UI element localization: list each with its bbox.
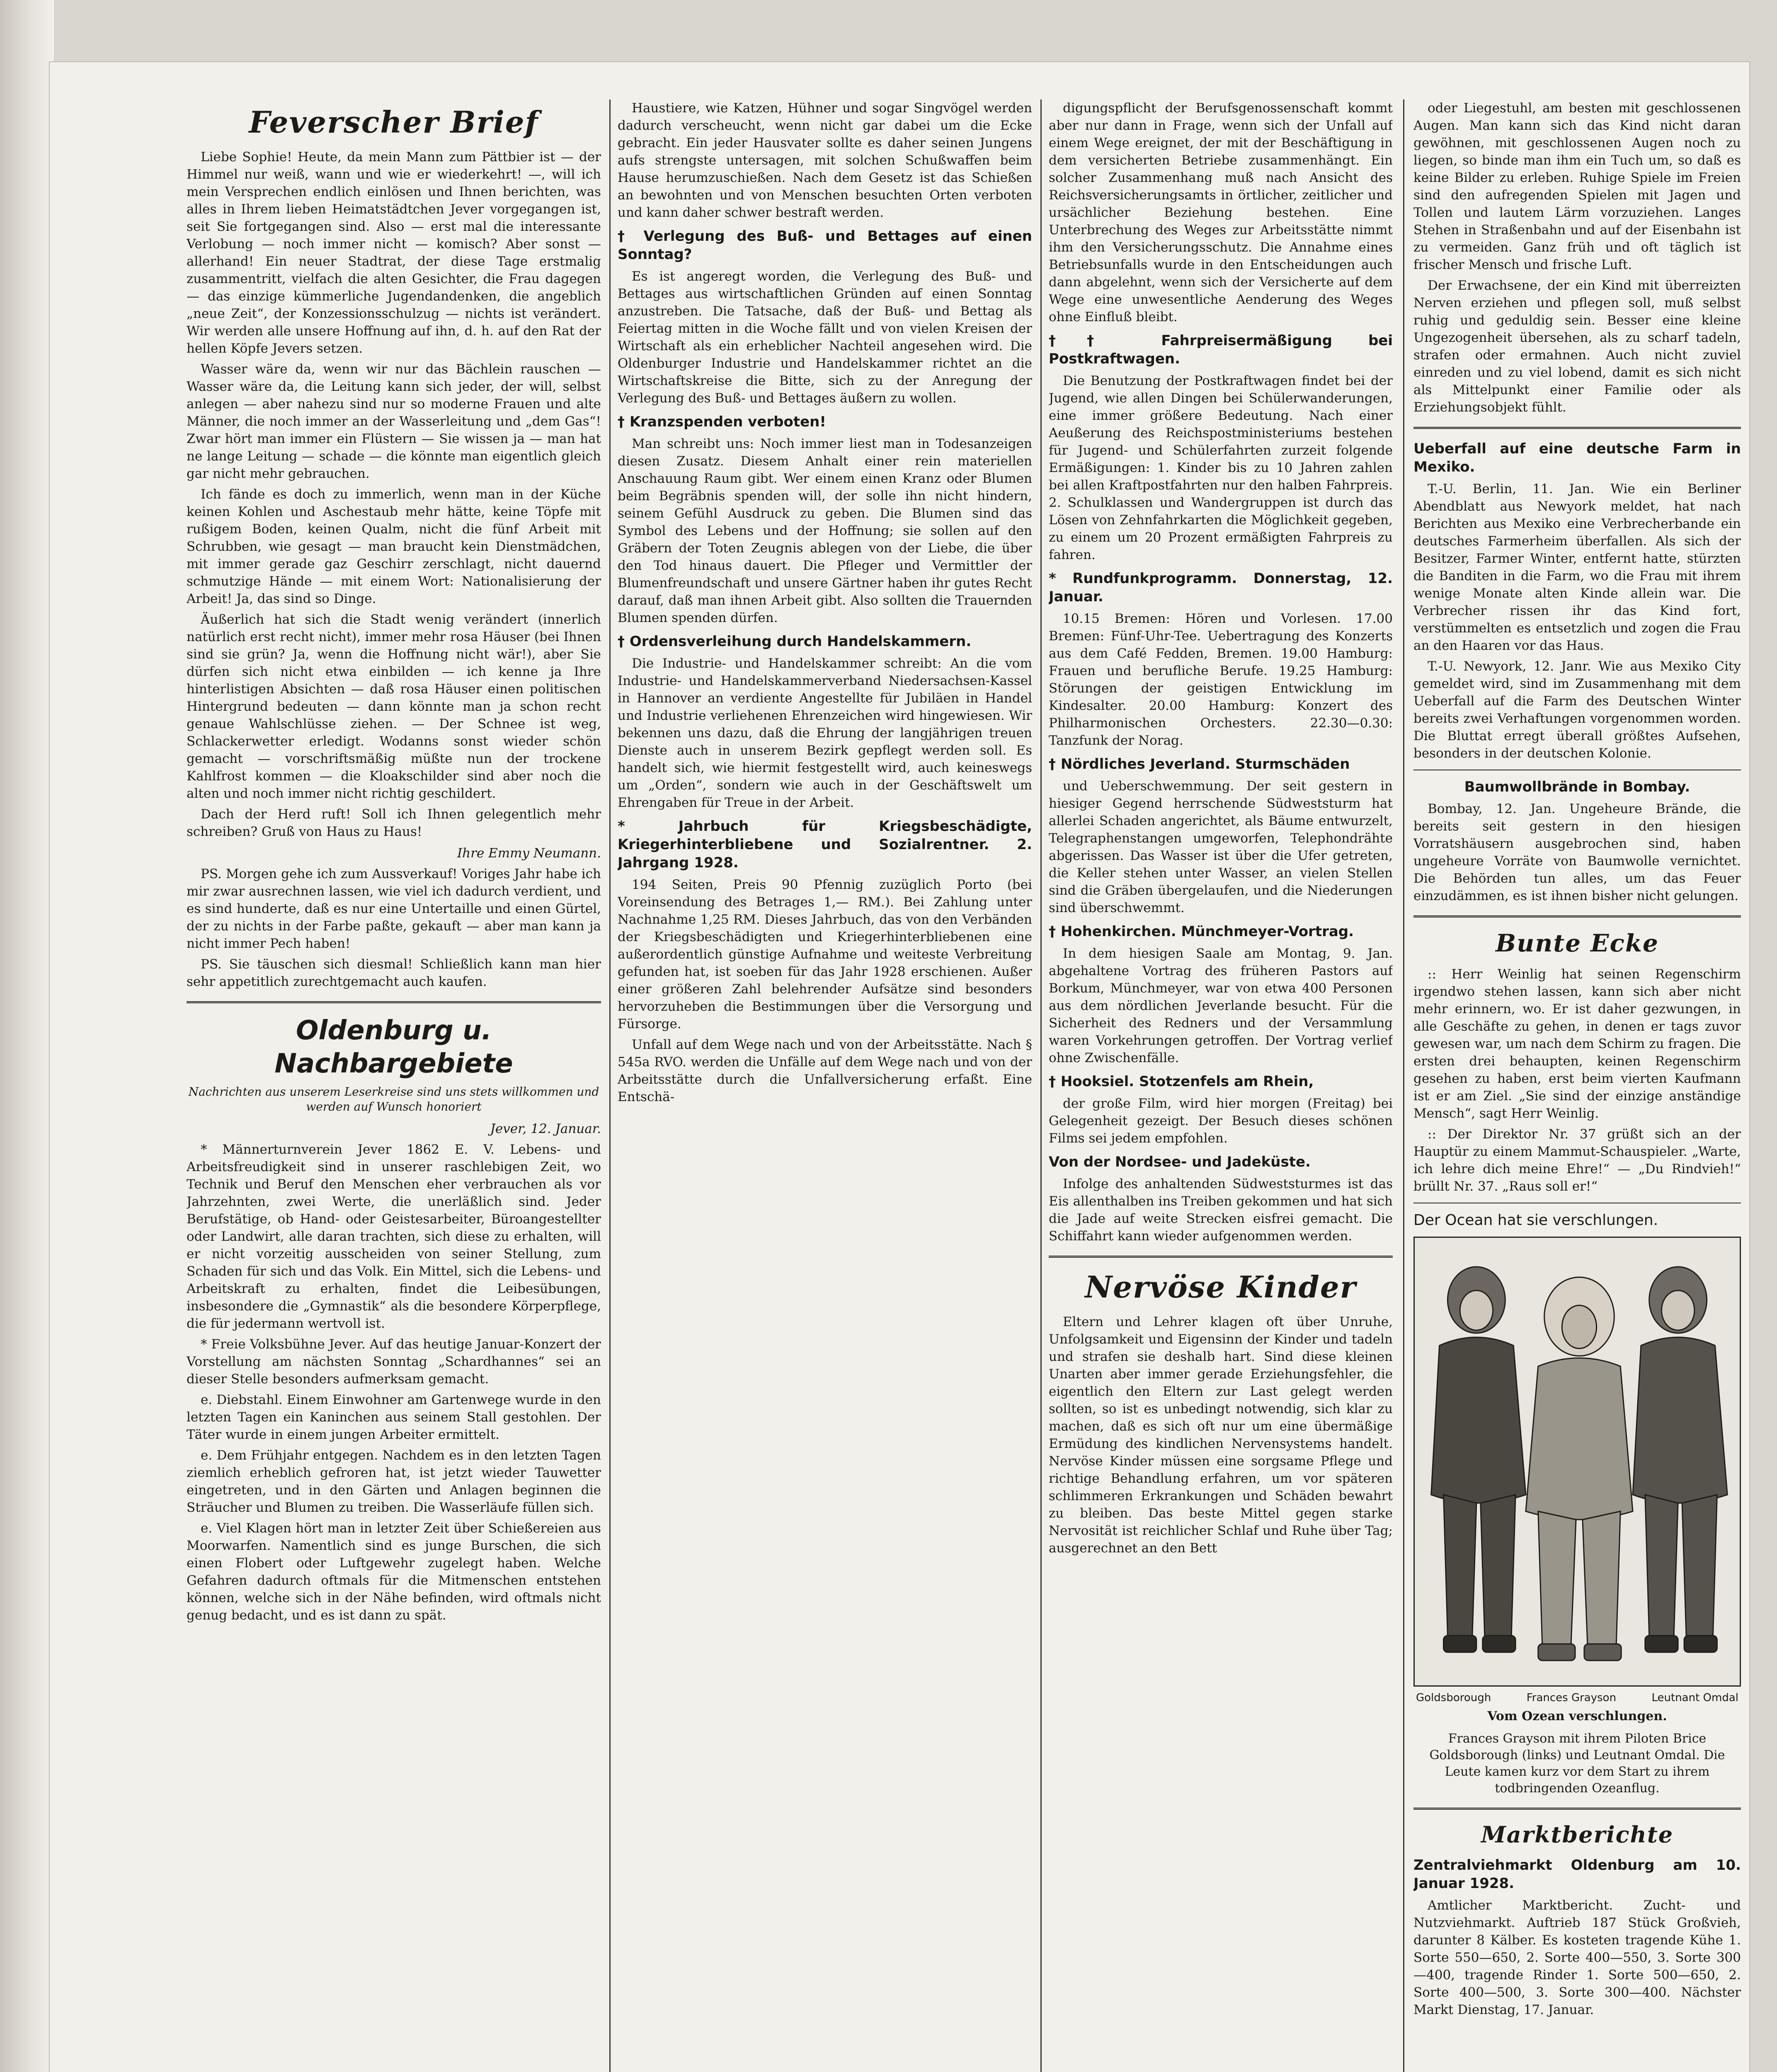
section-divider	[187, 1001, 601, 1003]
paragraph: Amtlicher Marktbericht. Zucht- und Nutzviehmarkt. Auftrieb 187 Stück Großvieh, darunter 8 Kälber. Es kosteten tragende Kühe 1. Sorte 550—650, 2. Sorte 400—550, 3. Sorte 300—400, tragende Rinder 1. Sorte 500—650, 2. Sorte 400—500, 3. Sorte 300—400. Nächster Markt Dienstag, 17. Januar.	[1413, 1898, 1741, 2017]
newspaper-page	[50, 62, 1749, 2072]
section-divider	[1413, 1808, 1741, 1810]
article-heading: † Hooksiel. Stotzenfels am Rhein,	[1049, 1073, 1314, 1090]
article-heading: † Nördliches Jeverland. Sturmschäden	[1049, 756, 1350, 772]
paragraph: Ich fände es doch zu immerlich, wenn man in der Küche keinen Kohlen und Aschestaub mehr hätte, keine Töpfe mit rußigem Boden, keinen Qualm, nicht die fünf Arbeit mit Schrubben, wie gesagt — man braucht kein Dienstmädchen, mit immer gerade gaz Geschirr zerschlagt, nicht dauernd schmutzige Hände — mit einem Wort: Nationalisierung der Arbeit! Ja, das sind so Dinge.	[187, 487, 601, 606]
photo-caption-title: Vom Ozean verschlungen.	[1487, 1709, 1667, 1723]
paragraph: Dach der Herd ruft! Soll ich Ihnen gelegentlich mehr schreiben? Gruß von Haus zu Haus!	[187, 807, 601, 839]
paragraph: :: Herr Weinlig hat seinen Regenschirm irgendwo stehen lassen, kann sich aber nicht mehr erinnern, wo. Er ist daher gezwungen, in alle Geschäfte zu gehen, in denen er tags zuvor gewesen war, um nach dem Schirm zu fragen. Die ersten drei behaupten, keinen Regenschirm gesehen zu haben, erst beim vierten Kaufmann ist er am Ziel. „Sie sind der einzige anständige Mensch“, sagt Herr Weinlig.	[1413, 967, 1741, 1121]
paragraph: * Männerturnverein Jever 1862 E. V. Lebens- und Arbeitsfreudigkeit sind in unserer raschlebigen Zeit, wo Technik und Beruf den Menschen eher verbrauchen als vor Jahrzehnten, zwei Werte, die unerläßlich sind. Jeder Berufstätige, ob Hand- oder Geistesarbeiter, Büroangestellter oder Landwirt, alle daran trachten, sich diese zu erhalten, will er nicht vorzeitig ausscheiden von seiner Stellung, zum Schaden für sich und das Volk. Ein Mittel, sich die Lebens- und Arbeitskraft zu erhalten, findet die Leibesübungen, insbesondere die „Gymnastik“ als die besondere Körperpflege, die für jedermann wertvoll ist.	[187, 1142, 601, 1331]
column-3	[1049, 99, 1393, 2072]
paragraph: Die Benutzung der Postkraftwagen findet bei der Jugend, wie allen Dingen bei Schülerwanderungen, eine immer größere Bedeutung. Nach einer Aeußerung des Reichspostministeriums bestehen für Jugend- und Schülerfahrten zurzeit folgende Ermäßigungen: 1. Kinder bis zu 10 Jahren zahlen bei allen Kraftpostfahrten nur den halben Fahrpreis. 2. Schulklassen und Wandergruppen ist durch das Lösen von Zehnfahrkarten die Möglichkeit gegeben, zu einem um 20 Prozent ermäßigten Fahrpreis zu fahren.	[1049, 373, 1393, 562]
paragraph: e. Dem Frühjahr entgegen. Nachdem es in den letzten Tagen ziemlich erheblich gefroren hat, ist jetzt wieder Tauwetter eingetreten, und in den Gärten und Anlagen beginnen die Sträucher und Blumen zu treiben. Die Wasserläufe füllen sich.	[187, 1448, 601, 1515]
paragraph: 10.15 Bremen: Hören und Vorlesen. 17.00 Bremen: Fünf-Uhr-Tee. Uebertragung des Konzerts aus dem Café Fedden, Bremen. 19.00 Hamburg: Frauen und berufliche Berufe. 19.25 Hamburg: Störungen der geistigen Entwicklung im Kindesalter. 20.00 Hamburg: Konzert des Philharmonischen Orchesters. 22.30—0.30: Tanzfunk der Norag.	[1049, 611, 1393, 748]
paragraph: T.-U. Newyork, 12. Janr. Wie aus Mexiko City gemeldet wird, sind im Zusammenhang mit dem Ueberfall auf die Farm des Deutschen Winter bereits zwei Verhaftungen vorgenommen worden. Die Bluttat erregt überall größtes Aufsehen, besonders in der deutschen Kolonie.	[1413, 659, 1741, 761]
section-title-bunte-ecke: Bunte Ecke	[1496, 929, 1659, 957]
article-heading: † Verlegung des Buß- und Bettages auf einen Sonntag?	[618, 228, 1032, 263]
photo-title: Der Ocean hat sie verschlungen.	[1413, 1212, 1658, 1229]
photo-name-label: Goldsborough	[1416, 1692, 1491, 1704]
photo-aviators	[1413, 1237, 1741, 1687]
photo-name-label: Frances Grayson	[1526, 1692, 1617, 1704]
article-heading: † Hohenkirchen. Münchmeyer-Vortrag.	[1049, 923, 1354, 940]
column-1	[187, 99, 601, 2072]
paragraph: :: Der Direktor Nr. 37 grüßt sich an der Hauptür zu einem Mammut-Schauspieler. „Warte, ich lehre dich meine Ehre!“ — „Du Rindvieh!“ brüllt Nr. 37. „Raus soll er!“	[1413, 1127, 1741, 1194]
article-heading: †† Fahrpreisermäßigung bei Postkraftwagen.	[1049, 332, 1393, 367]
article-heading: † Kranzspenden verboten!	[618, 414, 826, 430]
aviators-illustration	[1415, 1238, 1740, 1685]
paragraph: Liebe Sophie! Heute, da mein Mann zum Pättbier ist — der Himmel nur weiß, wann und wie er wiederkehrt! —, will ich mein Versprechen endlich einlösen und Ihnen berichten, was alles in Ihrem lieben Heimatstädtchen Jever vorgegangen ist, seit Sie fortgegangen sind. Also — erst mal die interessante Verlobung — noch immer nicht — komisch? Aber sonst — allerhand! Ein neuer Stadtrat, der diese Tage erstmalig zusammentritt, vielfach die alten Gesichter, die Frau dagegen — das einzige kümmerliche Jugendandenken, die angeblich „neue Zeit“, der Konzessionsschulzug — nichts ist verändert. Wir werden alle unsere Hoffnung auf ihn, d. h. auf den Rat der hellen Köpfe Jevers setzen.	[187, 150, 601, 356]
paragraph: T.-U. Berlin, 11. Jan. Wie ein Berliner Abendblatt aus Newyork meldet, hat nach Berichten aus Mexiko eine Verbrecherbande ein deutsches Farmerheim überfallen. Als sich der Besitzer, Farmer Winter, entfernt hatte, stürzten die Banditen in die Farm, wo die Frau mit ihrem wenige Monate alten Kinde allein war. Die Verbrecher rissen ihr das Kind fort, verstümmelten es entsetzlich und zogen die Frau an den Haaren vor das Haus.	[1413, 482, 1741, 653]
article-heading: † Ordensverleihung durch Handelskammern.	[618, 633, 972, 650]
paragraph: e. Viel Klagen hört man in letzter Zeit über Schießereien aus Moorwarfen. Namentlich sind es junge Burschen, die sich einen Flobert oder Luftgewehr zugelegt haben. Welche Gefahren dadurch oftmals für die Mitmenschen entstehen können, welche sich in der Nähe befinden, wird oftmals nicht genug bedacht, und es ist dann zu spät.	[187, 1521, 601, 1623]
section-title-oldenburg: Oldenburg u. Nachbargebiete	[274, 1015, 513, 1079]
paragraph: Der Erwachsene, der ein Kind mit überreizten Nerven erziehen und pflegen soll, muß selbst ruhig und geduldig sein. Besser eine kleine Ungezogenheit übersehen, als zu scharf tadeln, strafen oder ermahnen. Auch nicht zuviel einreden und zu viel lobend, damit es sich nicht als Mittelpunkt einer Familie oder als Erziehungsobjekt fühlt.	[1413, 278, 1741, 415]
paragraph: Äußerlich hat sich die Stadt wenig verändert (innerlich natürlich erst recht nicht), immer mehr rosa Häuser (bei Ihnen sind sie grün? Ja, wenn die Hoffnung nicht wär!), aber Sie dürfen sich nicht etwa einbilden — ich kenne ja Ihre hinterlistigen Absichten — daß rosa Häuser einen politischen Hintergrund bedeuten — dann könnte man ja schon recht genaue Wahlschlüsse ziehen. — Der Schnee ist weg, Schlackerwetter erledigt. Wodanns sonst wieder schön gemacht — vorschriftsmäßig müßte nun der trockene Kahlfrost kommen — die Kloakschilder sind aber noch die alten und noch immer nicht richtig geschildert.	[187, 612, 601, 801]
section-divider	[1413, 427, 1741, 429]
signature: Ihre Emmy Neumann.	[457, 846, 601, 861]
paragraph: e. Diebstahl. Einem Einwohner am Gartenwege wurde in den letzten Tagen ein Kaninchen aus seinem Stall gestohlen. Der Täter wurde in einem jungen Arbeiter ermittelt.	[187, 1392, 601, 1442]
column-rule	[1403, 99, 1404, 2072]
postscript: PS. Sie täuschen sich diesmal! Schließlich kann man hier sehr appetitlich zurechtgemacht auch kaufen.	[187, 957, 601, 989]
paragraph: Haustiere, wie Katzen, Hühner und sogar Singvögel werden dadurch verscheucht, wenn nicht gar dabei um die Ecke gebracht. Ein jeder Hausvater sollte es daher seinen Jungens aufs strengste untersagen, mit solchen Schußwaffen beim Hause herumzuschießen. Nach dem Gesetz ist das Schießen an bewohnten und von Menschen besuchten Orten verboten und kann daher schwer bestraft werden.	[618, 101, 1032, 220]
photo-name-labels	[1416, 1691, 1738, 1705]
article-heading: Ueberfall auf eine deutsche Farm in Mexiko.	[1413, 441, 1741, 475]
article-heading: Von der Nordsee- und Jadeküste.	[1049, 1154, 1311, 1170]
paragraph: Unfall auf dem Wege nach und von der Arbeitsstätte. Nach § 545a RVO. werden die Unfälle auf dem Wege nach und von der Arbeitsstätte durch die Unfallversicherung erfaßt. Eine Entschä-	[618, 1037, 1032, 1104]
column-2	[618, 99, 1032, 2072]
paragraph: digungspflicht der Berufsgenossenschaft kommt aber nur dann in Frage, wenn sich der Unfall auf einem Wege ereignet, der mit der Beschäftigung in dem versicherten Betriebe zusammenhängt. Ein solcher Zusammenhang muß nach Ansicht des Reichsversicherungsamts in örtlicher, zeitlicher und ursächlicher Beziehung bestehen. Eine Unterbrechung des Weges zur Arbeitsstätte nimmt ihm den Versicherungsschutz. Die Annahme eines Betriebsunfalls wurde in den Entscheidungen auch dann abgelehnt, wenn sich der Versicherte auf dem Wege eine unwesentliche Aenderung des Weges ohne Einfluß bleibt.	[1049, 101, 1393, 324]
article-title-feverscher-brief: Feverscher Brief	[249, 104, 539, 140]
column-rule	[609, 99, 611, 2072]
article-title-nervoese-kinder: Nervöse Kinder	[1085, 1269, 1357, 1305]
page-binding-edge	[0, 0, 54, 2072]
section-note: Nachrichten aus unserem Leserkreise sind uns stets willkommen und werden auf Wunsch honoriert	[188, 1085, 599, 1113]
dateline: Jever, 12. Januar.	[490, 1121, 601, 1136]
paragraph: und Ueberschwemmung. Der seit gestern in hiesiger Gegend herrschende Südweststurm hat allerlei Schaden angerichtet, als Bäume entwurzelt, Telegraphenstangen umgeworfen, Telephondrähte abgerissen. Das Wasser ist über die Ufer getreten, die Keller stehen unter Wasser, an vielen Stellen sind die Gräben übergelaufen, und die Niederungen sind überschwemmt.	[1049, 779, 1393, 915]
paragraph: Die Industrie- und Handelskammer schreibt: An die vom Industrie- und Handelskammerverband Niedersachsen-Kassel in Hannover an verdiente Angestellte für Jubiläen in Handel und Industrie verliehenen Ehrenzeichen wird hingewiesen. Wir bekennen uns dazu, daß die Ehrung der langjährigen treuen Dienste auch in unserem Bezirk gepflegt werden soll. Es handelt sich, wie hiermit festgestellt wird, auch keineswegs um „Orden“, sondern wie auch in der Geschäftswelt um Ehrengaben für Treue in der Arbeit.	[618, 656, 1032, 810]
paragraph: Bombay, 12. Jan. Ungeheure Brände, die bereits seit gestern in den hiesigen Vorratshäusern ausgebrochen sind, haben ungeheure Vorräte von Baumwolle vernichtet. Die Behörden tun alles, um das Feuer einzudämmen, es ist ihnen bisher nicht gelungen.	[1413, 801, 1741, 903]
section-title-marktberichte: Marktberichte	[1481, 1821, 1674, 1848]
paragraph: 194 Seiten, Preis 90 Pfennig zuzüglich Porto (bei Voreinsendung des Betrages 1,— RM.). Bei Zahlung unter Nachnahme 1,25 RM. Dieses Jahrbuch, das von den Verbänden der Kriegsbeschädigten und Kriegerhinterbliebenen eine außerordentlich günstige Aufnahme und weiteste Verbreitung gefunden hat, ist soeben für das Jahr 1928 erschienen. Außer einer größeren Zahl belehrender Aufsätze sind besonders hervorzuheben die Bestimmungen über die Versorgung und Fürsorge.	[618, 877, 1032, 1031]
paragraph: Man schreibt uns: Noch immer liest man in Todesanzeigen diesen Zusatz. Diesem Anhalt einer rein materiellen Anschauung Raum gibt. Wer einem einen Kranz oder Blumen beim Begräbnis spenden will, der solle ihn nicht hindern, seinem Gefühl Ausdruck zu geben. Die Blumen sind das Symbol des Lebens und der Hoffnung; sie sollen auf den Gräbern der Toten Zeugnis ablegen von der Liebe, die über den Tod hinaus dauert. Die Pfleger und Vermittler der Blumenfreundschaft und unsere Gärtner haben ihr gutes Recht darauf, daß man ihnen Arbeit gibt. Also sollten die Trauernden Blumen spenden dürfen.	[618, 436, 1032, 625]
photo-caption: Frances Grayson mit ihrem Piloten Brice Goldsborough (links) und Leutnant Omdal. Die Leute kamen kurz vor dem Start zu ihrem todbringenden Ozeanflug.	[1429, 1731, 1725, 1796]
paragraph: Eltern und Lehrer klagen oft über Unruhe, Unfolgsamkeit und Eigensinn der Kinder und tadeln und strafen sie deshalb hart. Sind diese kleinen Unarten aber immer gerade Erziehungsfehler, die eigentlich den Eltern zur Last gelegt werden sollten, so ist es unbedingt notwendig, sich klar zu machen, daß es sich oft nur um eine übermäßige Ermüdung des kindlichen Nervensystems handelt. Nervöse Kinder müssen eine sorgsame Pflege und richtige Behandlung erfahren, um vor späteren schlimmeren Erkrankungen und Schäden bewahrt zu bleiben. Das beste Mittel gegen starke Nervosität ist reichlicher Schlaf und Ruhe über Tag; ausgerechnet an den Bett	[1049, 1314, 1393, 1556]
paragraph: In dem hiesigen Saale am Montag, 9. Jan. abgehaltene Vortrag des früheren Pastors auf Borkum, Münchmeyer, war von etwa 400 Personen aus dem nördlichen Jeverlande besucht. Für die Sicherheit des Redners und der Versammlung waren Vorkehrungen getroffen. Der Vortrag verlief ohne Zwischenfälle.	[1049, 946, 1393, 1065]
paragraph: Es ist angeregt worden, die Verlegung des Buß- und Bettages aus wirtschaftlichen Gründen auf einen Sonntag anzustreben. Die Tatsache, daß der Buß- und Bettag als Feiertag mitten in die Woche fällt und von vielen Kreisen der Wirtschaft als ein erheblicher Nachteil angesehen wird. Die Oldenburger Industrie und Handelskammer richtet an die Wirtschaftskreise die Bitte, sich zu der Anregung der Verlegung des Buß- und Bettages äußern zu wollen.	[618, 269, 1032, 406]
article-heading: * Rundfunkprogramm. Donnerstag, 12. Januar.	[1049, 570, 1393, 605]
section-divider	[1049, 1256, 1393, 1258]
postscript: PS. Morgen gehe ich zum Aussverkauf! Voriges Jahr habe ich mir zwar ausrechnen lassen, wie viel ich dadurch verdient, und es sind hunderte, daß es nur eine Untertaille und einen Gürtel, der zu nichts in der Farbe paßte, gekauft — aber man kann ja nicht immer Pech haben!	[187, 867, 601, 951]
paragraph: * Freie Volksbühne Jever. Auf das heutige Januar-Konzert der Vorstellung am nächsten Sonntag „Schardhannes“ sei an dieser Stelle besonders aufmerksam gemacht.	[187, 1337, 601, 1387]
paragraph: der große Film, wird hier morgen (Freitag) bei Gelegenheit gezeigt. Der Besuch dieses schönen Films sei jedem empfohlen.	[1049, 1096, 1393, 1146]
column-4	[1413, 99, 1741, 2072]
article-heading: Baumwollbrände in Bombay.	[1464, 779, 1690, 795]
photo-name-label: Leutnant Omdal	[1651, 1692, 1738, 1704]
section-divider	[1413, 915, 1741, 917]
column-rule	[1040, 99, 1042, 2072]
article-heading: * Jahrbuch für Kriegsbeschädigte, Kriegerhinterbliebene und Sozialrentner. 2. Jahrgang 1928.	[618, 818, 1032, 871]
paragraph: oder Liegestuhl, am besten mit geschlossenen Augen. Man kann sich das Kind nicht daran gewöhnen, mit geschlossenen Augen noch zu liegen, so binde man ihm ein Tuch um, so daß es keine Bilder zu erleben. Ruhige Spiele im Freien sind den aufregenden Spielen mit Jagen und Tollen und lautem Lärm vorzuziehen. Langes Stehen in Straßenbahn und auf der Eisenbahn ist zu vermeiden. Ganz früh und oft täglich ist frischer Mensch und frische Luft.	[1413, 101, 1741, 272]
paragraph: Infolge des anhaltenden Südweststurmes ist das Eis allenthalben ins Treiben gekommen und hat sich die Jade auf weite Strecken eisfrei gemacht. Die Schiffahrt kann wieder aufgenommen werden.	[1049, 1176, 1393, 1244]
article-heading: Zentralviehmarkt Oldenburg am 10. Januar 1928.	[1413, 1857, 1741, 1892]
paragraph: Wasser wäre da, wenn wir nur das Bächlein rauschen — Wasser wäre da, die Leitung kann sich jeder, der will, selbst anlegen — aber nahezu sind nur so moderne Frauen und alte Männer, die noch immer an der Wasserleitung und „dem Gas“! Zwar hört man immer ein Flüstern — Sie wissen ja — man hat ne lange Leitung — schade — die könnte man eigentlich gleich gar nicht mehr gebrauchen.	[187, 362, 601, 481]
